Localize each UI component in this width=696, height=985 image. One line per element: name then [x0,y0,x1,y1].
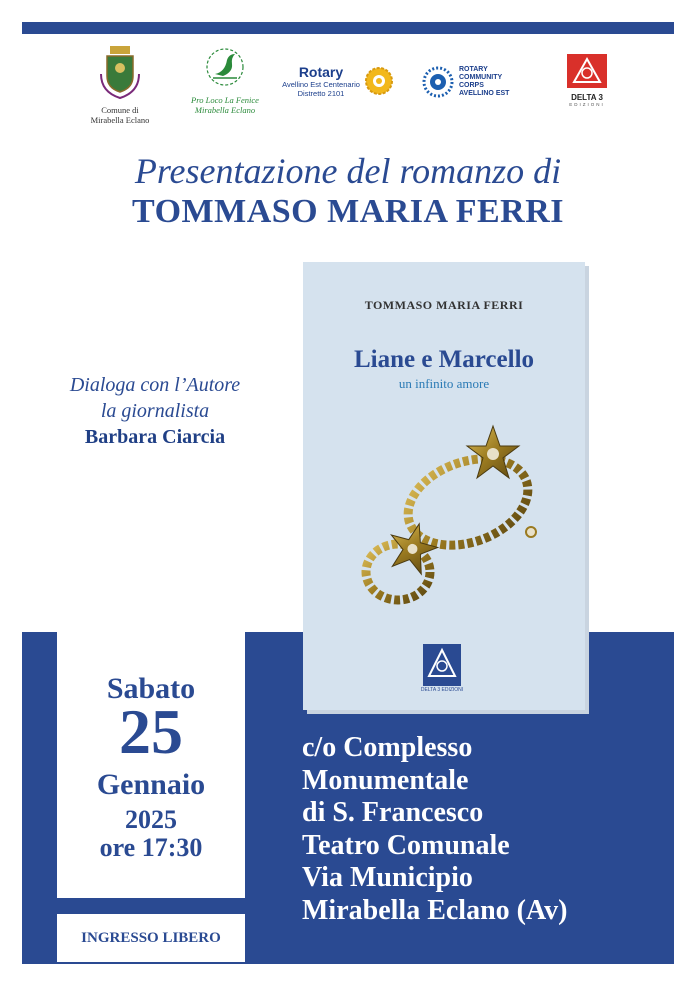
rcc-line-4: AVELLINO EST [459,90,510,97]
venue-line: Via Municipio [302,862,473,893]
rcc-line-2: COMMUNITY [459,74,503,81]
book-cover [303,262,585,710]
delta3-emblem-icon [567,54,607,88]
date-month: Gennaio [96,768,206,801]
delta3-logo [552,54,622,107]
venue-line: di S. Francesco [302,797,484,828]
venue-block [302,732,662,927]
date-number: 25 [119,696,183,767]
publisher-sub: EDIZIONI [441,687,464,693]
proloco-caption-2: Mirabella Eclano [194,105,256,115]
publisher-name: DELTA 3 [420,687,441,693]
rcc-emblem-icon [422,66,454,98]
comune-caption-2: Mirabella Eclano [90,115,150,125]
date-day: Sabato [106,672,196,705]
delta3-caption: DELTA 3 [571,93,603,102]
phoenix-icon [201,44,249,90]
brooch-image [343,412,553,612]
venue-line: Teatro Comunale [302,829,510,861]
heading-author: TOMMASO MARIA FERRI [132,193,564,230]
top-bar [22,22,674,34]
book-subtitle: un infinito amore [398,376,490,391]
journalist-name: Barbara Ciarcia [84,426,226,448]
proloco-logo [180,44,270,115]
date-year: 2025 [125,805,177,834]
venue-line: c/o Complesso [302,732,473,763]
publisher-logo-icon [423,644,461,686]
dialoga-line-1: Dialoga con l’Autore [69,374,241,396]
coat-of-arms-icon [97,44,143,100]
rotary-sub-2: Distretto 2101 [297,89,345,98]
date-time: ore 17:30 [99,833,203,862]
rotary-sub-1: Avellino Est Centenario [282,80,360,89]
rcc-logo [422,66,532,98]
comune-caption-1: Comune di [101,105,139,115]
book-author: TOMMASO MARIA FERRI [364,298,524,312]
dialoga-block [40,372,270,450]
delta3-sub: EDIZIONI [569,102,605,107]
venue-line: Monumentale [302,764,469,796]
rcc-line-3: CORPS [459,82,484,89]
book-title: Liane e Marcello [353,346,535,373]
venue-line: Mirabella Eclano (Av) [302,894,568,926]
proloco-caption-1: Pro Loco La Fenice [191,95,259,105]
rotary-logo [278,64,398,98]
heading-line-1: Presentazione del romanzo di [134,151,562,191]
rotary-wheel-icon [364,66,394,96]
ingresso-libero: INGRESSO LIBERO [57,914,245,962]
rotary-wordmark: Rotary [298,64,344,80]
rcc-line-1: ROTARY [459,66,488,73]
comune-logo [80,44,160,125]
publisher-label [413,687,471,693]
dialoga-line-2: la giornalista [100,400,210,422]
sponsor-logos [22,44,674,134]
